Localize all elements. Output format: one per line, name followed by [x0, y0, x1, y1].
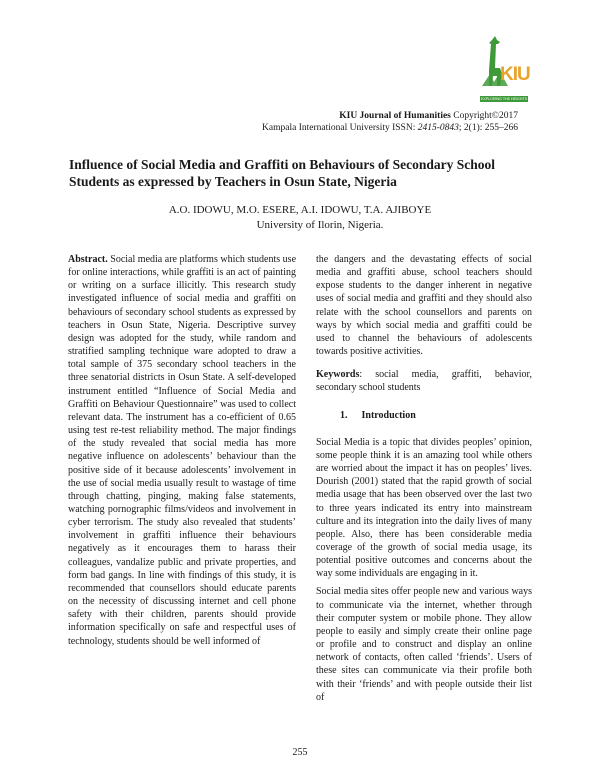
section-heading: [340, 409, 532, 422]
section-title: Introduction: [361, 409, 416, 421]
paper-title: Influence of Social Media and Graffiti on Behaviours of Secondary School Students as expressed by Teachers in Osun State, Nigeria: [69, 157, 496, 189]
authors: A.O. IDOWU, M.O. ESERE, A.I. IDOWU, T.A. AJIBOYE: [168, 204, 432, 216]
right-column: [316, 253, 532, 704]
logo-tagline: EXPLORING THE HEIGHTS: [480, 97, 528, 101]
abstract-text: Social media are platforms which students use for online interactions, while graffiti is an act of painting or writing on a surface illicitly. This research study investigated influence of social media and graffiti on behaviours of secondary school students as expressed by teachers in Osun State, Nigeria. Descriptive survey design was adopted for the study, while random and stratified sampling technique ware adopted to draw a total sample of 375 secondary school teachers in the three senatorial districts in Osun State. A self-developed instrument entitled “Influence of Social Media and Graffiti on Behaviour Questionnaire” was used to collect relevant data. The instrument has a co-efficient of 0.65 using test re-test reliability method. The major findings of the study revealed that social media has more negative influence on adolescents’ behaviour than the positive side of it because adolescents’ involvement in the use of social media usually result to wastage of time through chatting, pinging, making false statements, watching pornographic films/videos and involvement in cyber terrorism. The study also revealed that students’ involvement in graffiti influence their behaviours negatively as it encourages them to harass their colleagues, vandalize public and private properties, and form bad gangs. In line with findings of this study, it is recommended that counsellors should educate parents on the necessity of discussing internet and cell phone safety with their children, parents should provide information specifically on safe and respectful uses of technology, students should be well informed of: [68, 254, 297, 647]
issn-prefix: Kampala International University ISSN:: [262, 123, 418, 133]
page-number: 255: [292, 747, 308, 758]
kiu-logo: [478, 34, 530, 104]
issn-number: 2415-0843: [417, 123, 459, 133]
abstract-continued: the dangers and the devastating effects of social media and graffiti abuse, school teachers should expose students to the danger inherent in negative uses of social media and graffiti and they should also relate with the school counsellors and parents on ways by which social media and graffiti could be used to channel the behaviours of adolescents towards positive activities.: [316, 254, 532, 358]
left-column: [68, 253, 296, 648]
intro-paragraph-1: Social Media is a topic that divides peoples’ opinion, some people think it is an amazing tool while others are worried about the impact it has on peoples’ lives. Dourish (2001) stated that the rapid growth of social media usage that has been observed over the last two to three years indicated its entry into mainstream culture and its integration into the daily lives of many people. Also, there has been considerable media coverage of the growth of social media usage, its potential positive outcomes and concerns about the way some individuals are engaging in it.: [316, 436, 532, 580]
author-block: [0, 203, 600, 233]
keywords: [316, 368, 532, 394]
journal-name: KIU Journal of Humanities: [339, 111, 451, 121]
affiliation: University of Ilorin, Nigeria.: [256, 219, 384, 231]
copyright: Copyright©2017: [453, 111, 518, 121]
logo-text: KIU: [500, 64, 530, 85]
section-number: 1.: [340, 409, 348, 421]
keywords-label: Keywords: [316, 369, 360, 381]
intro-paragraph-2: Social media sites offer people new and various ways to communicate via the internet, whether through their computer system or mobile phone. They allow people to easily and simply create their online page or profile and to construct and display an online network of contacts, often called ‘friends’. Users of these sites can communicate via their profile both with their ‘friends’ and with people outside their list of: [316, 586, 532, 703]
journal-header: [262, 110, 518, 134]
abstract-label: Abstract.: [68, 254, 108, 265]
keywords-text: : social media, graffiti, behavior, secondary school students: [316, 369, 532, 394]
issn-suffix: ; 2(1): 255–266: [458, 123, 518, 133]
abstract: [68, 253, 296, 648]
